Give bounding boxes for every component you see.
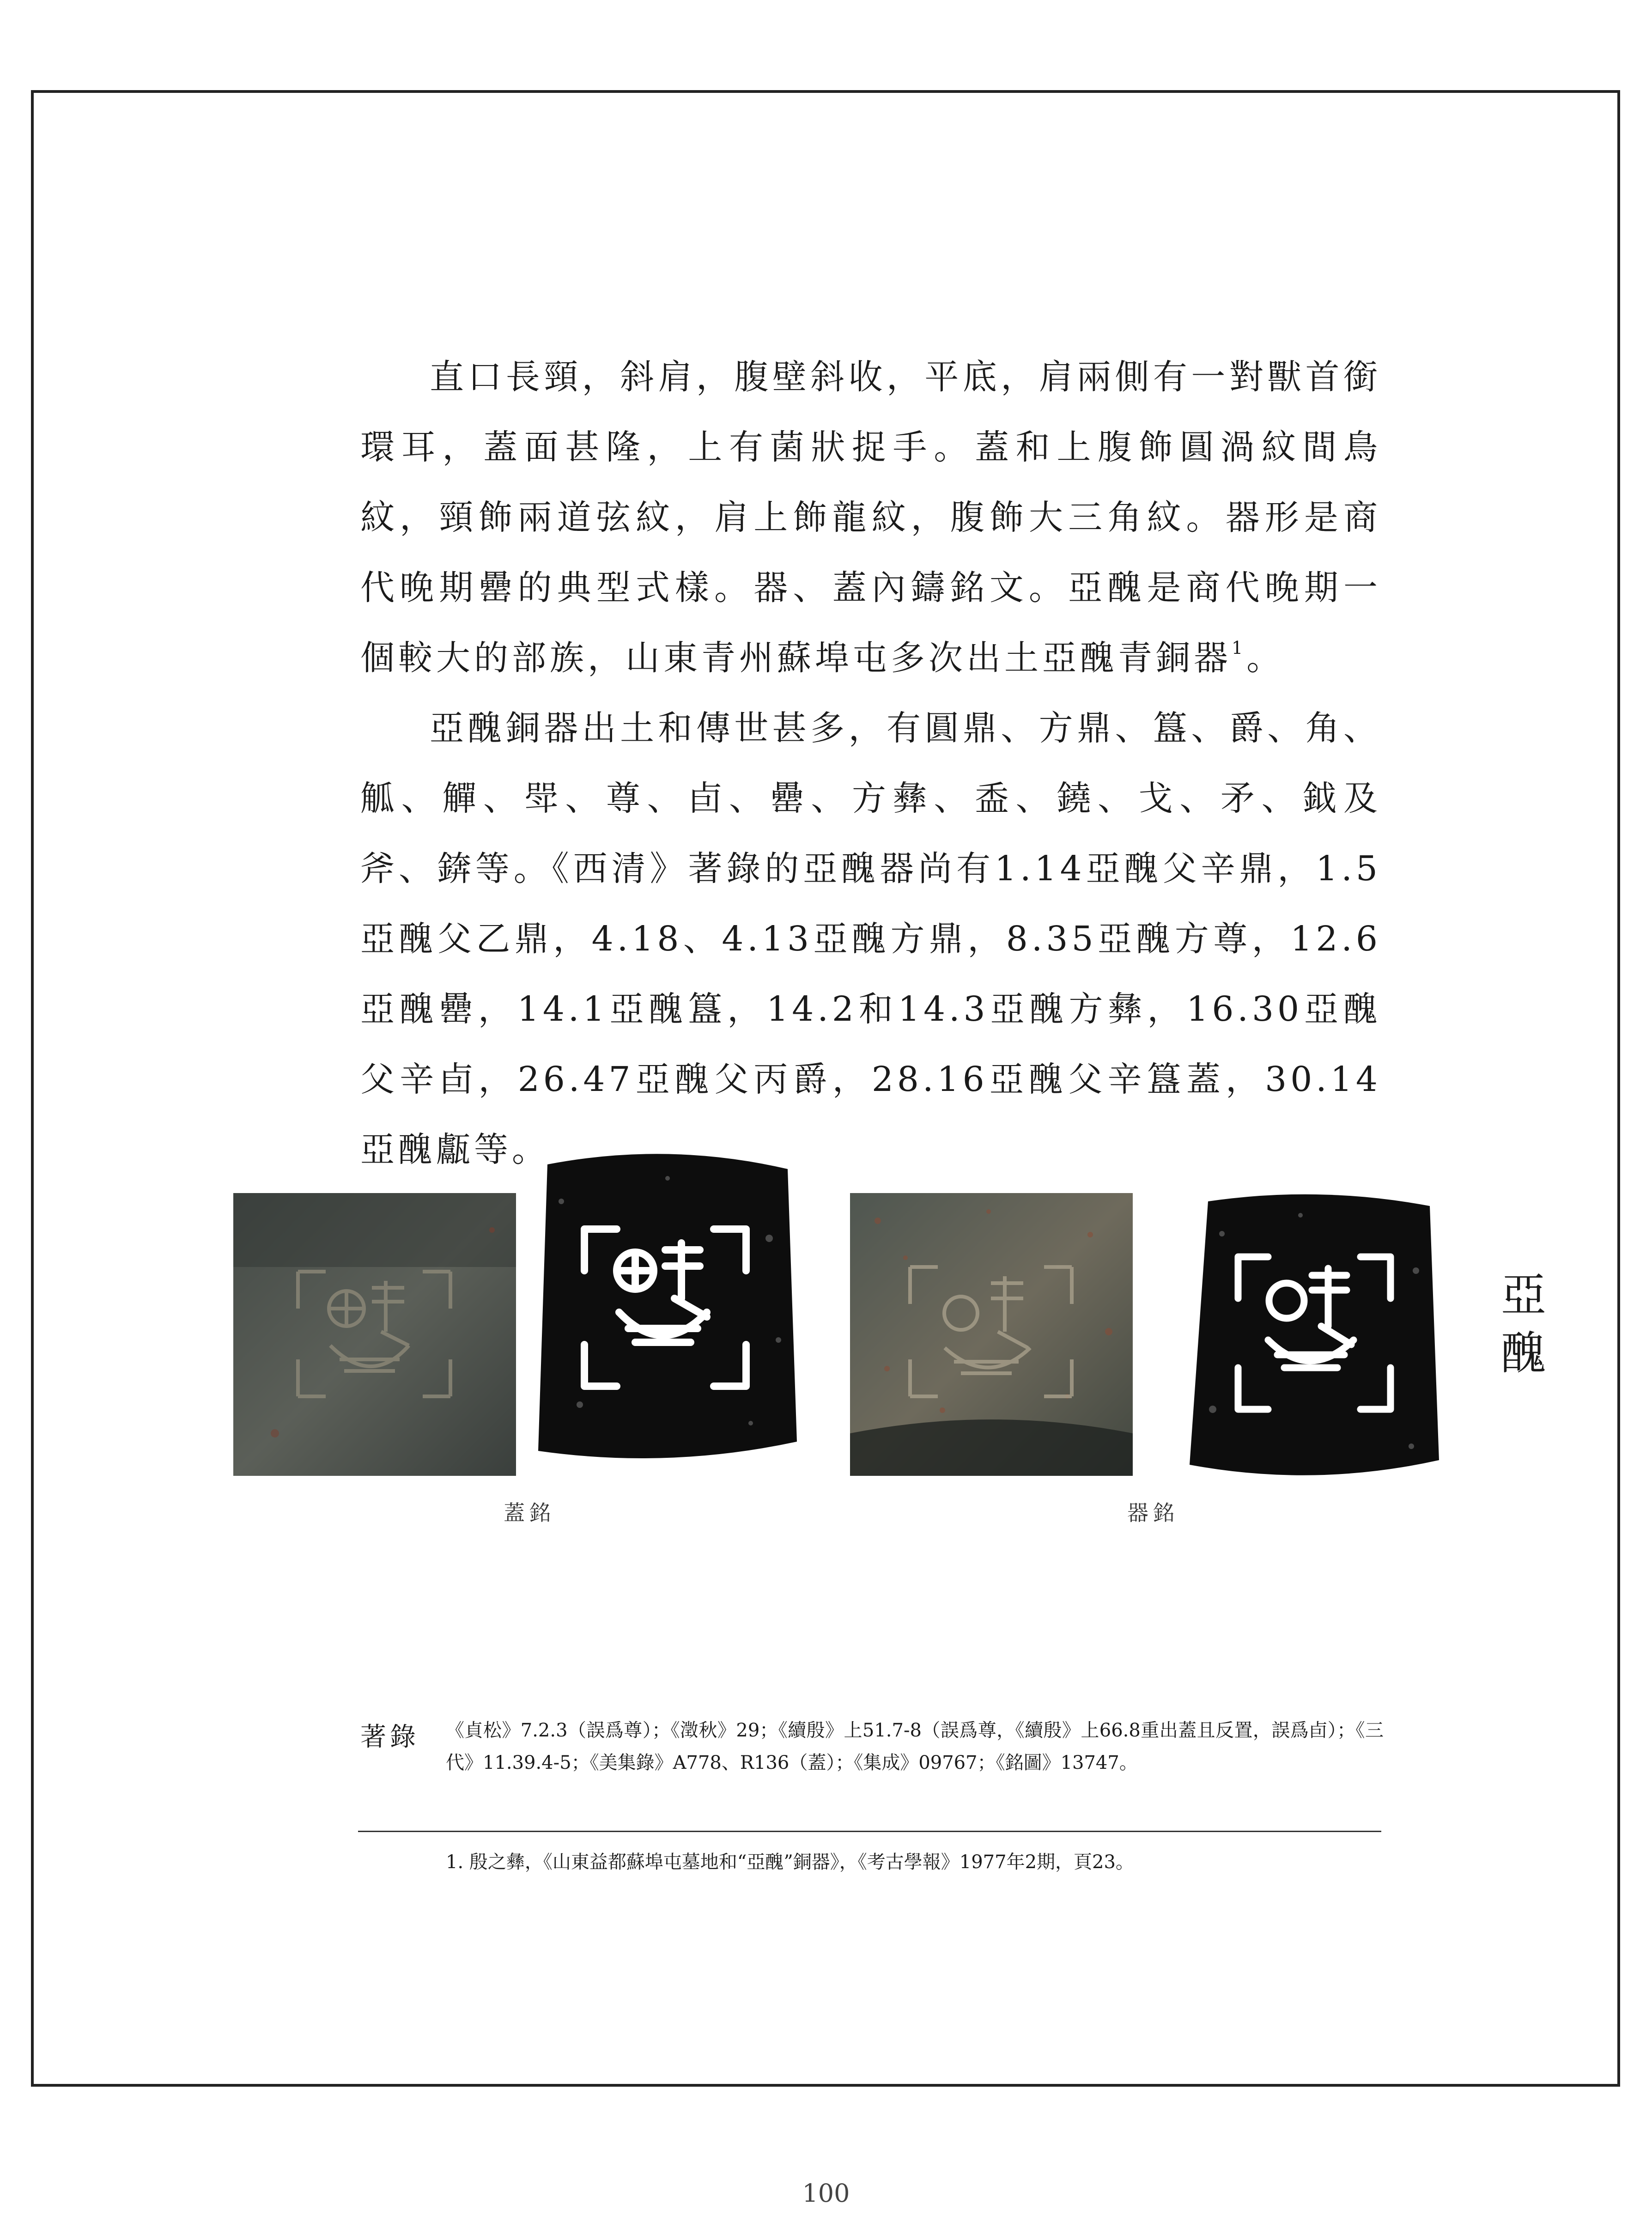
lid-inscription-rubbing: [529, 1146, 802, 1469]
lid-inscription-caption: 蓋銘: [504, 1500, 555, 1525]
records-text: 《貞松》7.2.3（誤爲尊）；《澂秋》29；《續殷》上51.7-8（誤爲尊，《續殷》上66.8重出蓋且反置，誤爲卣）；《三代》11.39.4-5；《美集錄》A778、R136（蓋）；《集成》09767；《銘圖》13747。: [446, 1720, 1384, 1773]
vessel-inscription-photo: [850, 1193, 1133, 1476]
paragraph-1: [360, 342, 1381, 693]
main-text: [360, 342, 1381, 1185]
paragraph-1-end: 。: [1246, 638, 1285, 678]
vessel-inscription-caption: 器銘: [1127, 1500, 1179, 1525]
paragraph-1-text: 直口長頸，斜肩，腹壁斜收，平底，肩兩側有一對獸首銜環耳，蓋面甚隆，上有菌狀捉手。蓋和上腹飾圓渦紋間鳥紋，頸飾兩道弦紋，肩上飾龍紋，腹飾大三角紋。器形是商代晚期罍的典型式樣。器、蓋內鑄銘文。亞醜是商代晚期一個較大的部族，山東青州蘇埠屯多次出土亞醜青銅器: [360, 357, 1381, 678]
footnote: 1. 殷之彝，《山東益都蘇埠屯墓地和“亞醜”銅器》，《考古學報》1977年2期，頁23。: [446, 1851, 1134, 1873]
lid-inscription-photo: [233, 1193, 516, 1476]
vessel-inscription-rubbing: [1180, 1188, 1444, 1483]
page-number: 100: [802, 2179, 850, 2208]
inscription-title-char-1: 亞: [1500, 1269, 1546, 1322]
footnote-divider: [358, 1831, 1381, 1832]
inscription-title-char-2: 醜: [1500, 1327, 1546, 1380]
footnote-marker: 1: [1232, 638, 1247, 658]
inscription-title: [1496, 1266, 1551, 1383]
paragraph-2: 亞醜銅器出土和傳世甚多，有圓鼎、方鼎、簋、爵、角、觚、觶、斝、尊、卣、罍、方彝、盉、鐃、戈、矛、鉞及斧、錛等。《西清》著錄的亞醜器尚有1.14亞醜父辛鼎，1.5亞醜父乙鼎，4.18、4.13亞醜方鼎，8.35亞醜方尊，12.6亞醜罍，14.1亞醜簋，14.2和14.3亞醜方彝，16.30亞醜父辛卣，26.47亞醜父丙爵，28.16亞醜父辛簋蓋，30.14亞醜甗等。: [360, 708, 1381, 1169]
records-label: 著錄: [360, 1722, 419, 1752]
